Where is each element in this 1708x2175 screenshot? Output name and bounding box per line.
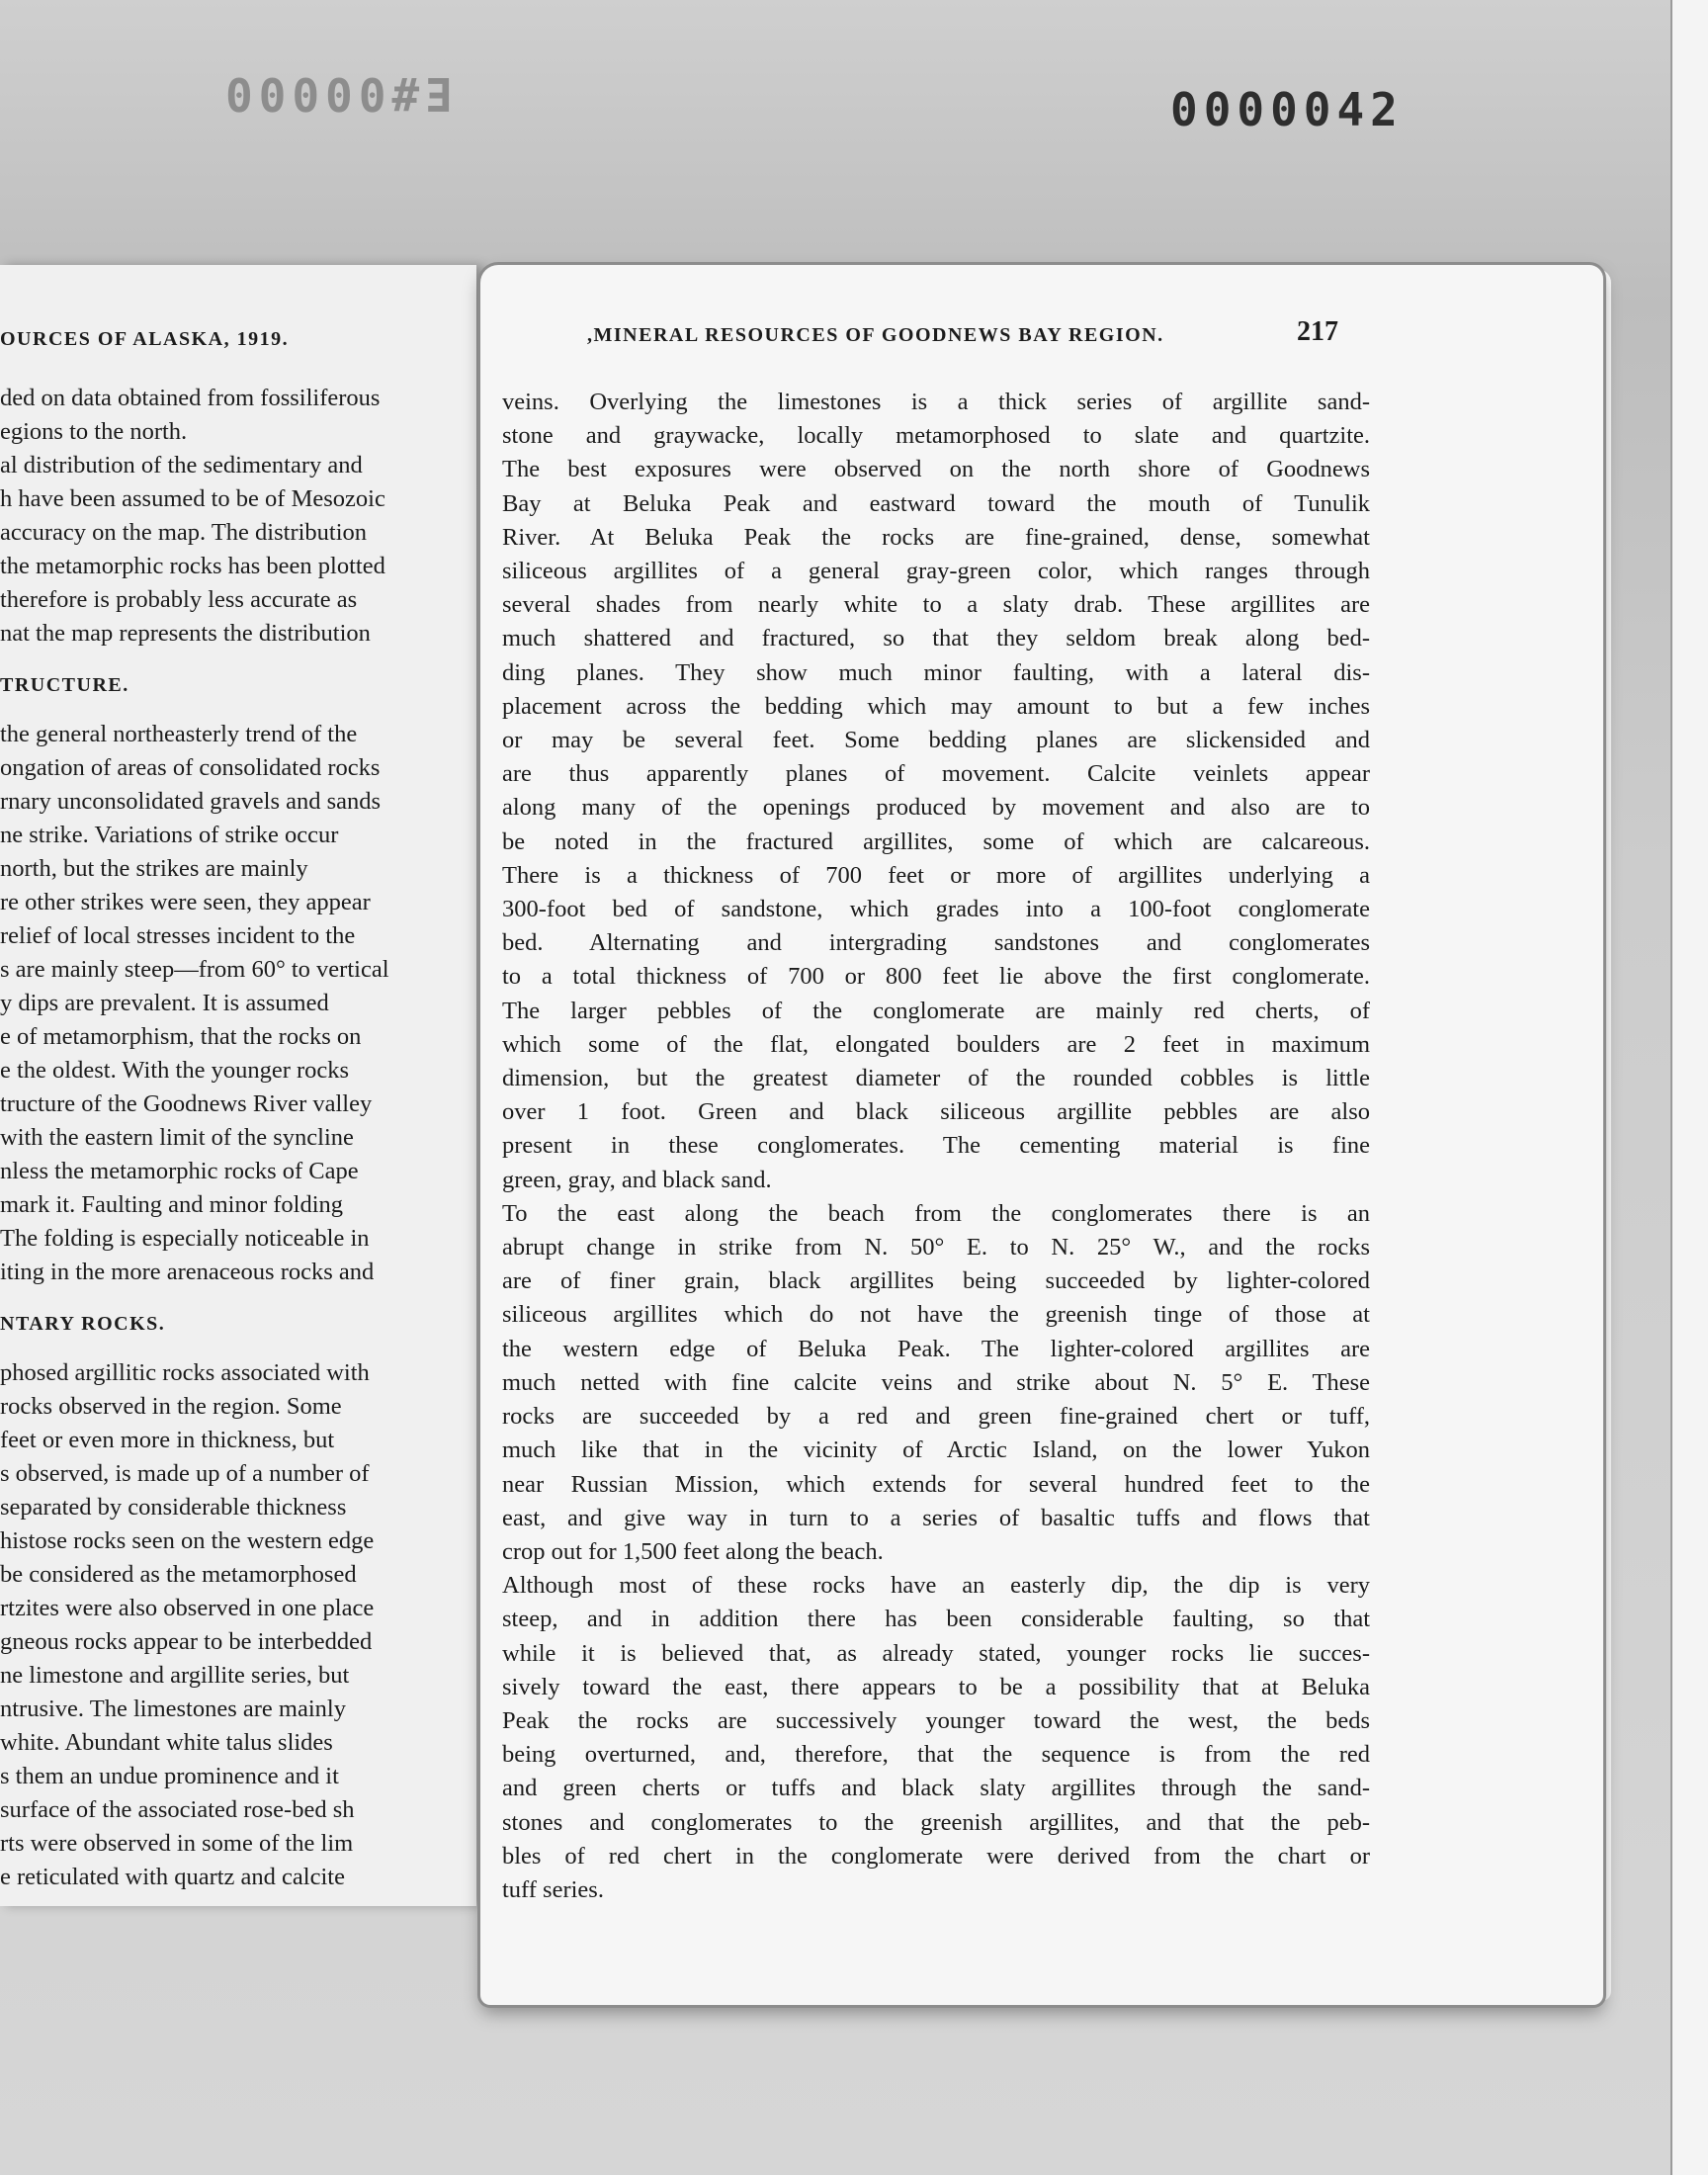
text-line: s observed, is made up of a number of (0, 1460, 370, 1487)
text-line: e reticulated with quartz and calcite (0, 1864, 345, 1890)
text-line: rocks are succeeded by a red and green fine-grained chert or tuff, (502, 1403, 1370, 1431)
left-running-head: OURCES OF ALASKA, 1919. (0, 328, 290, 350)
left-paragraph-b (0, 718, 465, 1289)
text-line: rnary unconsolidated gravels and sands (0, 788, 382, 815)
text-line: ongation of areas of consolidated rocks (0, 754, 381, 781)
text-line: present in these conglomerates. The cementing material is fine (502, 1132, 1370, 1160)
text-line: Bay at Beluka Peak and eastward toward the mouth of Tunulik (502, 489, 1370, 517)
text-line: while it is believed that, as already stated, younger rocks lie succes- (502, 1639, 1370, 1667)
text-line: s are mainly steep—from 60° to vertical (0, 956, 389, 983)
text-line: The best exposures were observed on the north shore of Goodnews (502, 456, 1370, 483)
text-line: gneous rocks appear to be interbedded (0, 1628, 373, 1655)
text-line: surface of the associated rose-bed sh (0, 1796, 355, 1823)
text-line: River. At Beluka Peak the rocks are fine-grained, dense, somewhat (502, 523, 1370, 551)
page-number: 217 (1297, 316, 1338, 347)
text-line: There is a thickness of 700 feet or more of argillites underlying a (502, 861, 1370, 889)
text-line: ne strike. Variations of strike occur (0, 822, 339, 848)
left-body-text (0, 382, 465, 1894)
text-line: relief of local stresses incident to the (0, 922, 356, 949)
scanner-edge (1670, 0, 1708, 2175)
text-line: tuff series. (502, 1875, 604, 1903)
text-line: e the oldest. With the younger rocks (0, 1057, 350, 1084)
text-line: which some of the flat, elongated boulders are 2 feet in maximum (502, 1030, 1370, 1058)
text-line: veins. Overlying the limestones is a thick series of argillite sand- (502, 389, 1370, 415)
text-line: s them an undue prominence and it (0, 1763, 339, 1789)
left-section-heading-sedimentary: NTARY ROCKS. (0, 1313, 166, 1335)
text-line: being overturned, and, therefore, that the sequence is from the red (502, 1741, 1370, 1769)
text-line: be noted in the fractured argillites, some of which are calcareous. (502, 827, 1370, 855)
text-line: ntrusive. The limestones are mainly (0, 1696, 346, 1722)
text-line: are of finer grain, black argillites being succeeded by lighter-colored (502, 1267, 1370, 1295)
text-line: near Russian Mission, which extends for several hundred feet to the (502, 1470, 1370, 1498)
stamp-number-right: 0000042 (1170, 83, 1404, 136)
text-line: feet or even more in thickness, but (0, 1427, 335, 1453)
text-line: stones and conglomerates to the greenish argillites, and that the peb- (502, 1808, 1370, 1836)
text-line: nat the map represents the distribution (0, 620, 371, 647)
text-line: over 1 foot. Green and black siliceous argillite pebbles are also (502, 1098, 1370, 1126)
text-line: iting in the more arenaceous rocks and (0, 1259, 375, 1285)
text-line: Although most of these rocks have an easterly dip, the dip is very (502, 1572, 1370, 1600)
text-line: To the east along the beach from the conglomerates there is an (502, 1199, 1370, 1227)
text-line: re other strikes were seen, they appear (0, 889, 371, 915)
left-paragraph-c (0, 1356, 465, 1894)
text-line: are thus apparently planes of movement. Calcite veinlets appear (502, 760, 1370, 788)
stamp-number-left: E#00000 (219, 67, 453, 121)
text-line: siliceous argillites of a general gray-green color, which ranges through (502, 558, 1370, 585)
text-line: sively toward the east, there appears to be a possibility that at Beluka (502, 1673, 1370, 1700)
text-line: much shattered and fractured, so that they seldom break along bed- (502, 625, 1370, 652)
left-page (0, 265, 476, 1906)
text-line: along many of the openings produced by movement and also are to (502, 794, 1370, 822)
text-line: be considered as the metamorphosed (0, 1561, 357, 1588)
text-line: siliceous argillites which do not have the greenish tinge of those at (502, 1301, 1370, 1329)
text-line: rts were observed in some of the lim (0, 1830, 354, 1857)
text-line: the metamorphic rocks has been plotted (0, 553, 385, 579)
text-line: bed. Alternating and intergrading sandstones and conglomerates (502, 929, 1370, 957)
text-line: dimension, but the greatest diameter of the rounded cobbles is little (502, 1065, 1370, 1092)
text-line: the general northeasterly trend of the (0, 721, 358, 747)
text-line: stone and graywacke, locally metamorphosed to slate and quartzite. (502, 422, 1370, 450)
text-line: several shades from nearly white to a slaty drab. These argillites are (502, 591, 1370, 619)
text-line: al distribution of the sedimentary and (0, 452, 363, 478)
text-line: the western edge of Beluka Peak. The lighter-colored argillites are (502, 1335, 1370, 1362)
text-line: placement across the bedding which may amount to but a few inches (502, 692, 1370, 720)
right-body-text (502, 386, 1370, 1907)
text-line: or may be several feet. Some bedding planes are slickensided and (502, 727, 1370, 754)
text-line: The folding is especially noticeable in (0, 1225, 370, 1252)
left-paragraph-a (0, 382, 465, 651)
paragraph-1 (502, 386, 1370, 1197)
right-page (480, 265, 1603, 2005)
text-line: egions to the north. (0, 418, 188, 445)
text-line: tructure of the Goodnews River valley (0, 1090, 373, 1117)
text-line: ded on data obtained from fossiliferous (0, 385, 381, 411)
text-line: abrupt change in strike from N. 50° E. to N. 25° W., and the rocks (502, 1234, 1370, 1262)
text-line: bles of red chert in the conglomerate were derived from the chart or (502, 1842, 1370, 1870)
text-line: white. Abundant white talus slides (0, 1729, 333, 1756)
text-line: Peak the rocks are successively younger toward the west, the beds (502, 1706, 1370, 1734)
text-line: e of metamorphism, that the rocks on (0, 1023, 362, 1050)
text-line: steep, and in addition there has been considerable faulting, so that (502, 1606, 1370, 1633)
text-line: accuracy on the map. The distribution (0, 519, 368, 546)
text-line: rtzites were also observed in one place (0, 1595, 375, 1621)
text-line: y dips are prevalent. It is assumed (0, 990, 329, 1016)
paragraph-3 (502, 1569, 1370, 1907)
text-line: ne limestone and argillite series, but (0, 1662, 350, 1689)
text-line: north, but the strikes are mainly (0, 855, 308, 882)
text-line: nless the metamorphic rocks of Cape (0, 1158, 359, 1184)
text-line: histose rocks seen on the western edge (0, 1527, 375, 1554)
left-section-heading-structure: TRUCTURE. (0, 674, 129, 696)
text-line: ding planes. They show much minor faulting, with a lateral dis- (502, 658, 1370, 686)
text-line: crop out for 1,500 feet along the beach. (502, 1537, 884, 1565)
text-line: rocks observed in the region. Some (0, 1393, 342, 1420)
text-line: with the eastern limit of the syncline (0, 1124, 354, 1151)
text-line: 300-foot bed of sandstone, which grades into a 100-foot conglomerate (502, 896, 1370, 923)
text-line: much like that in the vicinity of Arctic Island, on the lower Yukon (502, 1436, 1370, 1464)
text-line: green, gray, and black sand. (502, 1166, 772, 1193)
text-line: and green cherts or tuffs and black slaty argillites through the sand- (502, 1775, 1370, 1802)
text-line: to a total thickness of 700 or 800 feet lie above the first conglomerate. (502, 963, 1370, 991)
right-running-head: ,MINERAL RESOURCES OF GOODNEWS BAY REGION. (587, 324, 1164, 346)
text-line: much netted with fine calcite veins and strike about N. 5° E. These (502, 1368, 1370, 1396)
text-line: therefore is probably less accurate as (0, 586, 358, 613)
text-line: separated by considerable thickness (0, 1494, 347, 1521)
text-line: The larger pebbles of the conglomerate are mainly red cherts, of (502, 997, 1370, 1024)
text-line: mark it. Faulting and minor folding (0, 1191, 344, 1218)
text-line: h have been assumed to be of Mesozoic (0, 485, 385, 512)
text-line: phosed argillitic rocks associated with (0, 1359, 370, 1386)
paragraph-2 (502, 1197, 1370, 1569)
text-line: east, and give way in turn to a series of basaltic tuffs and flows that (502, 1504, 1370, 1531)
